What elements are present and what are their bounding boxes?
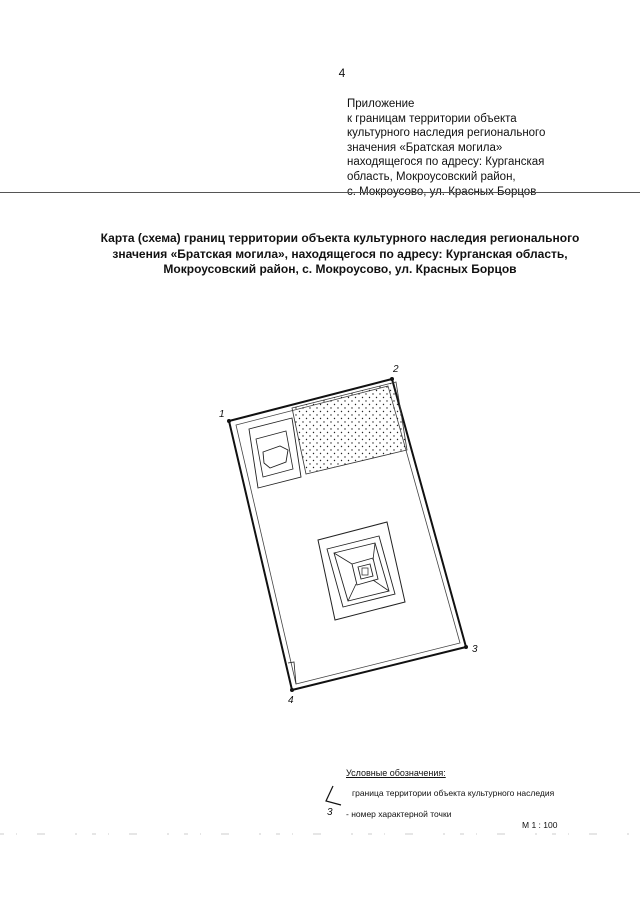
legend-heading: Условные обозначения: <box>346 768 446 778</box>
memorial-core <box>362 568 368 575</box>
appendix-line: находящегося по адресу: Курганская <box>347 156 545 169</box>
appendix-line: культурного наследия регионального <box>347 127 546 140</box>
point-label: 4 <box>288 695 294 706</box>
map-title-line: Карта (схема) границ территории объекта культурного наследия регионального <box>100 231 580 245</box>
memorial-base <box>334 543 389 601</box>
appendix-line: к границам территории объекта <box>347 112 517 125</box>
map-title-line: Мокроусовский район, с. Мокроусово, ул. Красных Борцов <box>163 262 517 277</box>
hatched-area <box>292 382 407 474</box>
point-label: 2 <box>393 364 399 375</box>
small-structure <box>249 418 301 488</box>
memorial-monument <box>358 564 373 579</box>
legend-boundary-label: граница территории объекта культурного наследия <box>352 788 555 798</box>
page-number: 4 <box>338 66 346 80</box>
legend-point-sample: 3 <box>327 807 333 818</box>
legend-point-label: - номер характерной точки <box>346 809 452 819</box>
appendix-line: значения «Братская могила» <box>347 141 503 154</box>
small-structure-object <box>263 446 288 468</box>
appendix-line: область, Мокроусовский район, <box>347 170 516 183</box>
point-label: 3 <box>472 644 478 655</box>
appendix-line: с. Мокроусово, ул. Красных Борцов <box>347 185 537 198</box>
boundary-point-marker <box>290 688 294 692</box>
point-label: 1 <box>219 409 225 420</box>
memorial-edge <box>348 584 356 601</box>
boundary-point-marker <box>227 419 231 423</box>
memorial-outer <box>318 522 405 620</box>
map-title-line: значения «Братская могила», находящегося по адресу: Курганская область, <box>112 246 568 261</box>
legend-boundary-symbol <box>326 786 341 805</box>
boundary-point-marker <box>464 645 468 649</box>
boundary-point-marker <box>390 377 394 381</box>
appendix-line: Приложение <box>347 98 415 110</box>
scale-label: М 1 : 100 <box>522 820 558 830</box>
